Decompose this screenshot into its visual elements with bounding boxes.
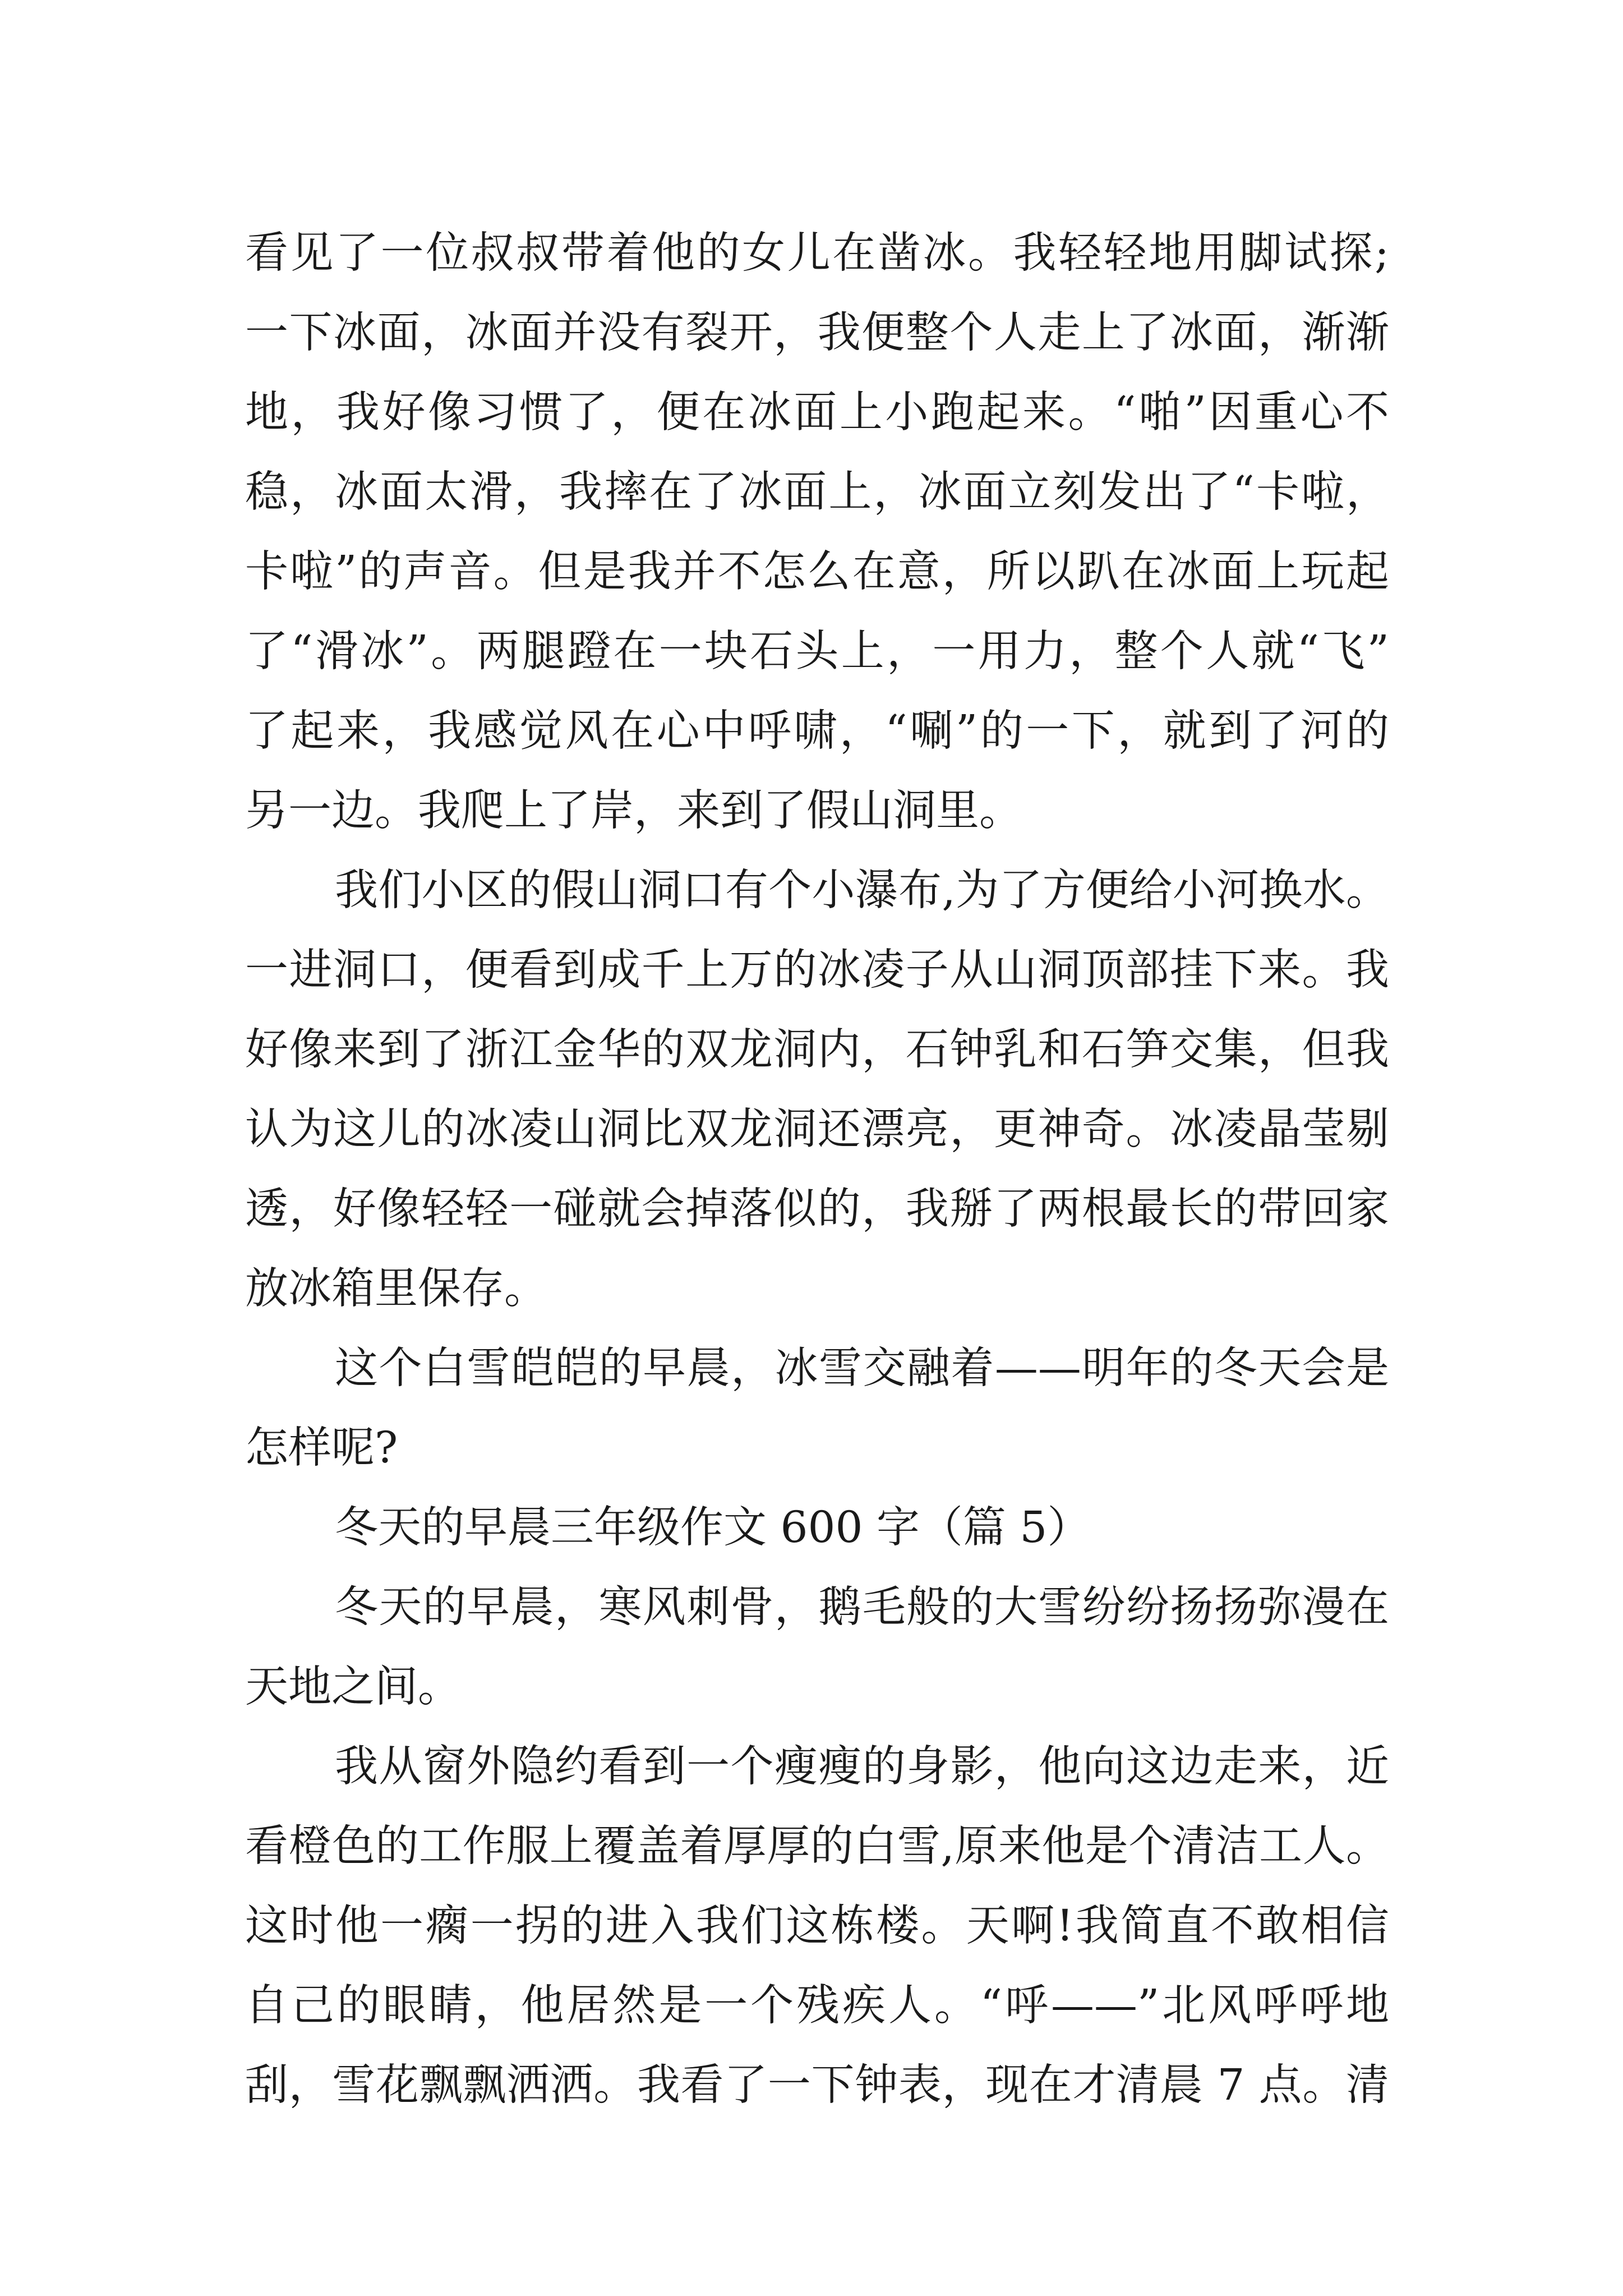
text-line: 看见了一位叔叔带着他的女儿在凿冰。我轻轻地用脚试探; <box>245 228 1389 278</box>
text-line: 刮，雪花飘飘洒洒。我看了一下钟表，现在才清晨 7 点。清 <box>245 2060 1389 2110</box>
text-line: 怎样呢? <box>245 1423 398 1473</box>
text-line: 稳，冰面太滑，我摔在了冰面上，冰面立刻发出了“卡啦， <box>245 467 1389 517</box>
text-line: 一下冰面，冰面并没有裂开，我便整个人走上了冰面，渐渐 <box>245 308 1389 358</box>
section-heading: 冬天的早晨三年级作文 600 字（篇 5） <box>335 1503 1091 1553</box>
text-line: 这个白雪皑皑的早晨，冰雪交融着——明年的冬天会是 <box>335 1343 1389 1393</box>
text-line: 我从窗外隐约看到一个瘦瘦的身影，他向这边走来，近 <box>335 1742 1389 1792</box>
text-line: 认为这儿的冰凌山洞比双龙洞还漂亮，更神奇。冰凌晶莹剔 <box>245 1105 1389 1154</box>
text-line: 我们小区的假山洞口有个小瀑布,为了方便给小河换水。 <box>335 866 1389 915</box>
text-line: 天地之间。 <box>245 1662 461 1712</box>
text-line: 放冰箱里保存。 <box>245 1264 547 1314</box>
text-line: 一进洞口，便看到成千上万的冰凌子从山洞顶部挂下来。我 <box>245 945 1389 995</box>
text-line: 了“滑冰”。两腿蹬在一块石头上，一用力，整个人就“飞” <box>245 627 1389 677</box>
text-line: 自己的眼睛，他居然是一个残疾人。“呼——”北风呼呼地 <box>245 1981 1389 2031</box>
text-line: 另一边。我爬上了岸，来到了假山洞里。 <box>245 786 1022 836</box>
text-line: 好像来到了浙江金华的双龙洞内，石钟乳和石笋交集，但我 <box>245 1025 1389 1075</box>
text-line: 地，我好像习惯了，便在冰面上小跑起来。“啪”因重心不 <box>245 388 1389 438</box>
text-line: 透，好像轻轻一碰就会掉落似的，我掰了两根最长的带回家 <box>245 1184 1389 1234</box>
text-line: 看橙色的工作服上覆盖着厚厚的白雪,原来他是个清洁工人。 <box>245 1821 1389 1871</box>
text-line: 了起来，我感觉风在心中呼啸，“唰”的一下，就到了河的 <box>245 706 1389 756</box>
text-line: 卡啦”的声音。但是我并不怎么在意，所以趴在冰面上玩起 <box>245 547 1389 597</box>
text-line: 这时他一瘸一拐的进入我们这栋楼。天啊!我简直不敢相信 <box>245 1901 1389 1951</box>
text-line: 冬天的早晨，寒风刺骨，鹅毛般的大雪纷纷扬扬弥漫在 <box>335 1582 1389 1632</box>
